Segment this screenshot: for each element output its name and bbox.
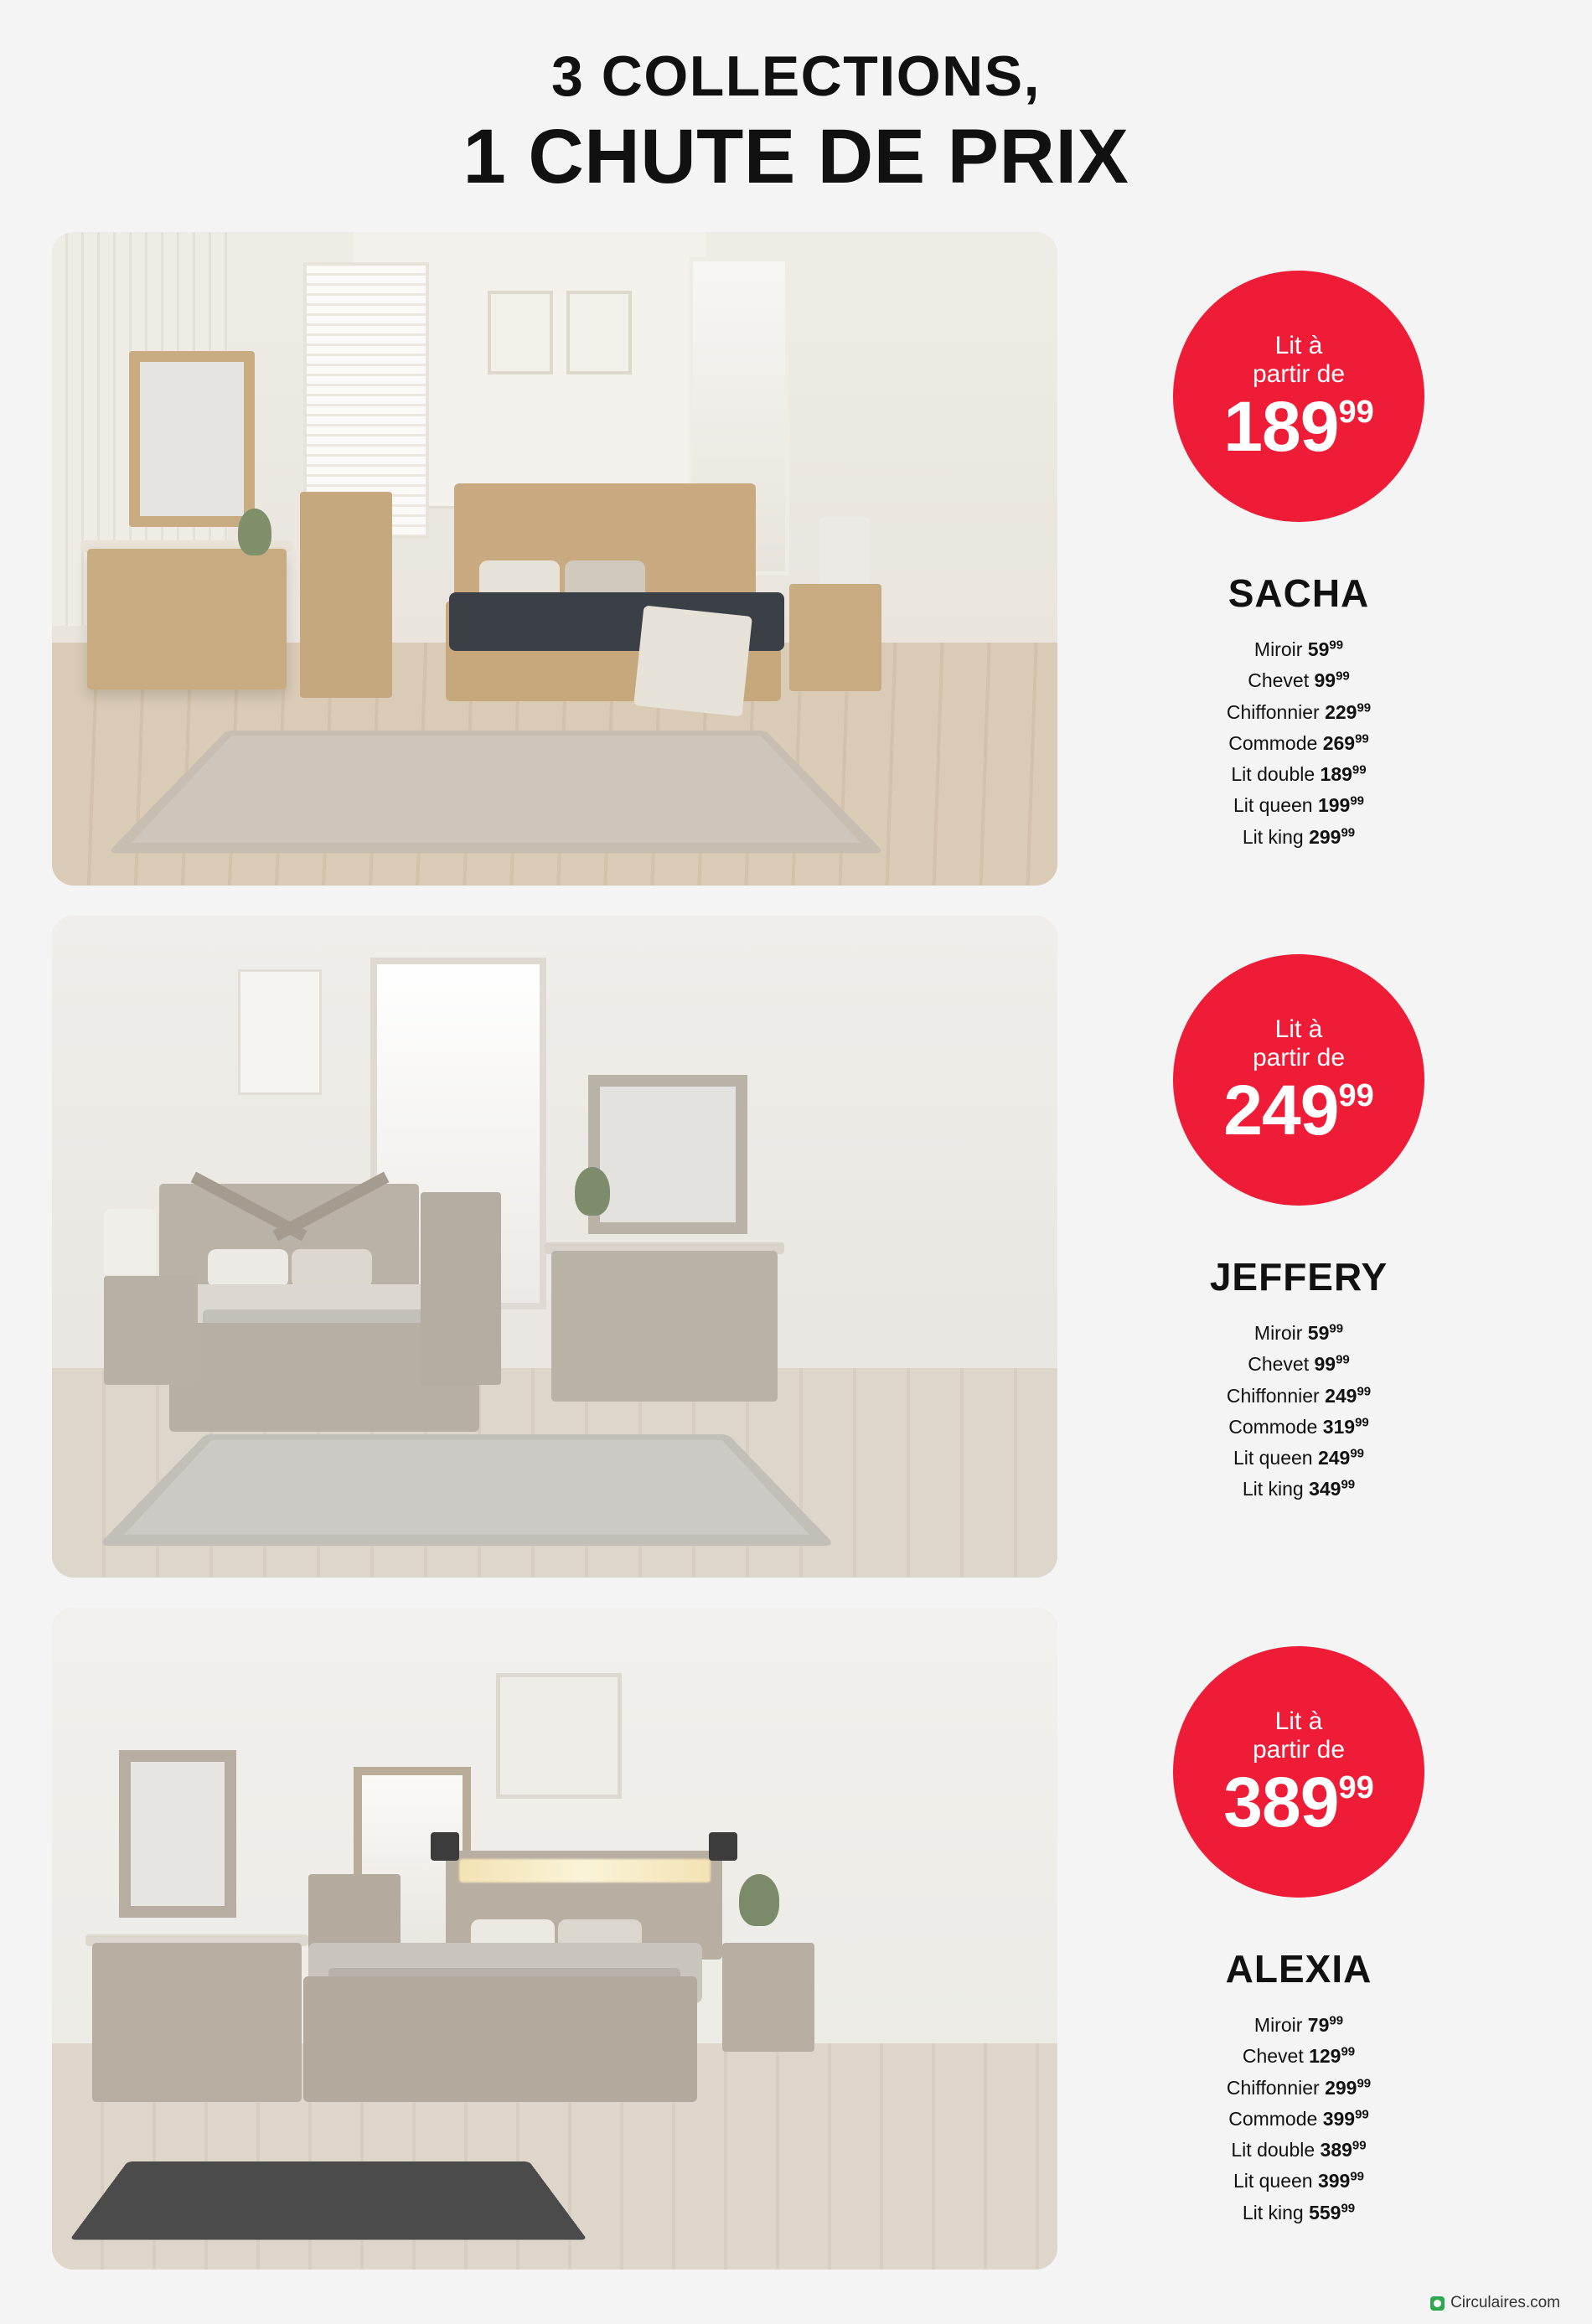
list-item [1227,2041,1371,2072]
price-list-alexia [1227,2010,1371,2228]
badge-prefix-line-2: partir de [1252,1044,1346,1072]
item-price-cents: 99 [1355,731,1369,746]
item-price-cents: 99 [1350,793,1365,808]
watermark [1430,2294,1560,2312]
list-item [1227,2010,1371,2041]
item-label: Chevet [1242,2045,1304,2068]
item-price-cents: 99 [1341,825,1356,840]
item-price: 299 [1309,825,1341,848]
item-label: Chiffonnier [1226,1384,1320,1407]
item-label: Lit king [1242,1478,1304,1500]
collection-image-alexia [52,1608,1057,2270]
item-label: Commode [1228,731,1318,754]
list-item [1227,728,1371,759]
badge-price-cents: 99 [1338,1769,1374,1805]
item-price: 59 [1307,638,1330,661]
item-price-cents: 99 [1341,2201,1356,2216]
item-price: 189 [1320,763,1352,786]
watermark-label: Circulaires.com [1450,2294,1560,2311]
item-price-cents: 99 [1357,1384,1372,1399]
collection-info-sacha [1057,232,1540,853]
list-item [1227,1443,1371,1474]
collection-row-alexia [52,1608,1540,2270]
badge-price-cents: 99 [1338,394,1374,430]
item-price: 199 [1317,794,1351,817]
item-price: 559 [1309,2201,1341,2223]
item-label: Chevet [1248,669,1310,692]
collection-image-jeffery [52,916,1057,1578]
item-price: 99 [1314,669,1336,692]
list-item [1227,2166,1371,2197]
badge-prefix-line-2: partir de [1252,1736,1346,1764]
badge-prefix-line-1: Lit à [1274,1707,1323,1735]
list-item [1227,2197,1371,2228]
list-item [1227,2073,1371,2104]
item-price: 389 [1320,2139,1352,2161]
item-price: 129 [1309,2045,1341,2068]
item-label: Chiffonnier [1226,700,1320,723]
item-price-cents: 99 [1355,1415,1369,1430]
collections-list [0,232,1592,2270]
item-label: Miroir [1253,638,1303,661]
item-price: 399 [1322,2107,1356,2130]
headline-line-2: 1 CHUTE DE PRIX [463,114,1129,200]
item-label: Lit queen [1233,1447,1313,1469]
badge-price-amount: 389 [1223,1762,1339,1841]
item-label: Lit double [1231,2139,1315,2161]
item-price: 319 [1322,1415,1356,1438]
item-price-cents: 99 [1341,1477,1356,1492]
item-price: 99 [1314,1353,1336,1376]
item-price-cents: 99 [1357,700,1372,715]
item-label: Lit king [1242,825,1304,848]
list-item [1227,790,1371,821]
list-item [1227,2135,1371,2166]
item-price: 349 [1309,1478,1341,1500]
item-price-cents: 99 [1350,1446,1365,1461]
item-price: 229 [1325,700,1357,723]
collection-name-sacha: SACHA [1228,571,1370,616]
item-label: Commode [1228,2107,1318,2130]
item-label: Miroir [1253,1322,1303,1345]
collection-name-alexia: ALEXIA [1225,1947,1372,1991]
collection-name-jeffery: JEFFERY [1209,1255,1388,1299]
list-item [1227,1349,1371,1380]
item-price: 299 [1325,2076,1357,2099]
badge-prefix-line-1: Lit à [1274,331,1323,359]
list-item [1227,634,1371,665]
list-item [1227,759,1371,790]
list-item [1227,697,1371,728]
item-label: Chevet [1248,1353,1310,1376]
badge-price-amount: 249 [1223,1070,1339,1149]
list-item [1227,822,1371,853]
item-price-cents: 99 [1329,638,1344,653]
list-item [1227,665,1371,696]
collection-image-sacha [52,232,1057,886]
item-price-cents: 99 [1352,2138,1367,2153]
item-price: 399 [1317,2170,1351,2192]
collection-row-jeffery [52,916,1540,1578]
collection-info-alexia [1057,1608,1540,2228]
item-label: Lit queen [1233,2170,1313,2192]
list-item [1227,1412,1371,1443]
item-price-cents: 99 [1336,1352,1350,1367]
badge-prefix-line-2: partir de [1252,360,1346,389]
price-badge-sacha [1173,271,1424,522]
item-price-cents: 99 [1352,762,1367,777]
item-price: 79 [1307,2014,1330,2037]
collection-row-sacha [52,232,1540,886]
list-item [1227,1381,1371,1412]
item-price-cents: 99 [1336,669,1350,684]
list-item [1227,1474,1371,1505]
badge-price-cents: 99 [1338,1077,1374,1113]
item-label: Miroir [1253,2014,1303,2037]
item-price-cents: 99 [1355,2107,1369,2122]
collection-info-jeffery [1057,916,1540,1505]
item-label: Lit double [1231,763,1315,786]
item-price-cents: 99 [1350,2169,1365,2184]
item-price-cents: 99 [1329,2013,1344,2028]
circulaires-logo-icon [1430,2296,1445,2311]
item-price-cents: 99 [1341,2044,1356,2059]
list-item [1227,1318,1371,1349]
item-price: 269 [1322,731,1356,754]
item-label: Lit king [1242,2201,1304,2223]
price-list-jeffery [1227,1318,1371,1505]
item-label: Lit queen [1233,794,1313,817]
item-price: 249 [1325,1384,1357,1407]
price-badge-alexia [1173,1646,1424,1898]
item-price: 249 [1317,1447,1351,1469]
headline-line-1: 3 COLLECTIONS, [551,44,1041,108]
badge-price-amount: 189 [1223,386,1339,466]
list-item [1227,2104,1371,2135]
item-price: 59 [1307,1322,1330,1345]
item-label: Chiffonnier [1226,2076,1320,2099]
price-list-sacha [1227,634,1371,853]
item-price-cents: 99 [1329,1321,1344,1336]
item-label: Commode [1228,1415,1318,1438]
item-price-cents: 99 [1357,2076,1372,2091]
price-badge-jeffery [1173,954,1424,1206]
page-title [0,0,1592,200]
badge-prefix-line-1: Lit à [1274,1015,1323,1043]
